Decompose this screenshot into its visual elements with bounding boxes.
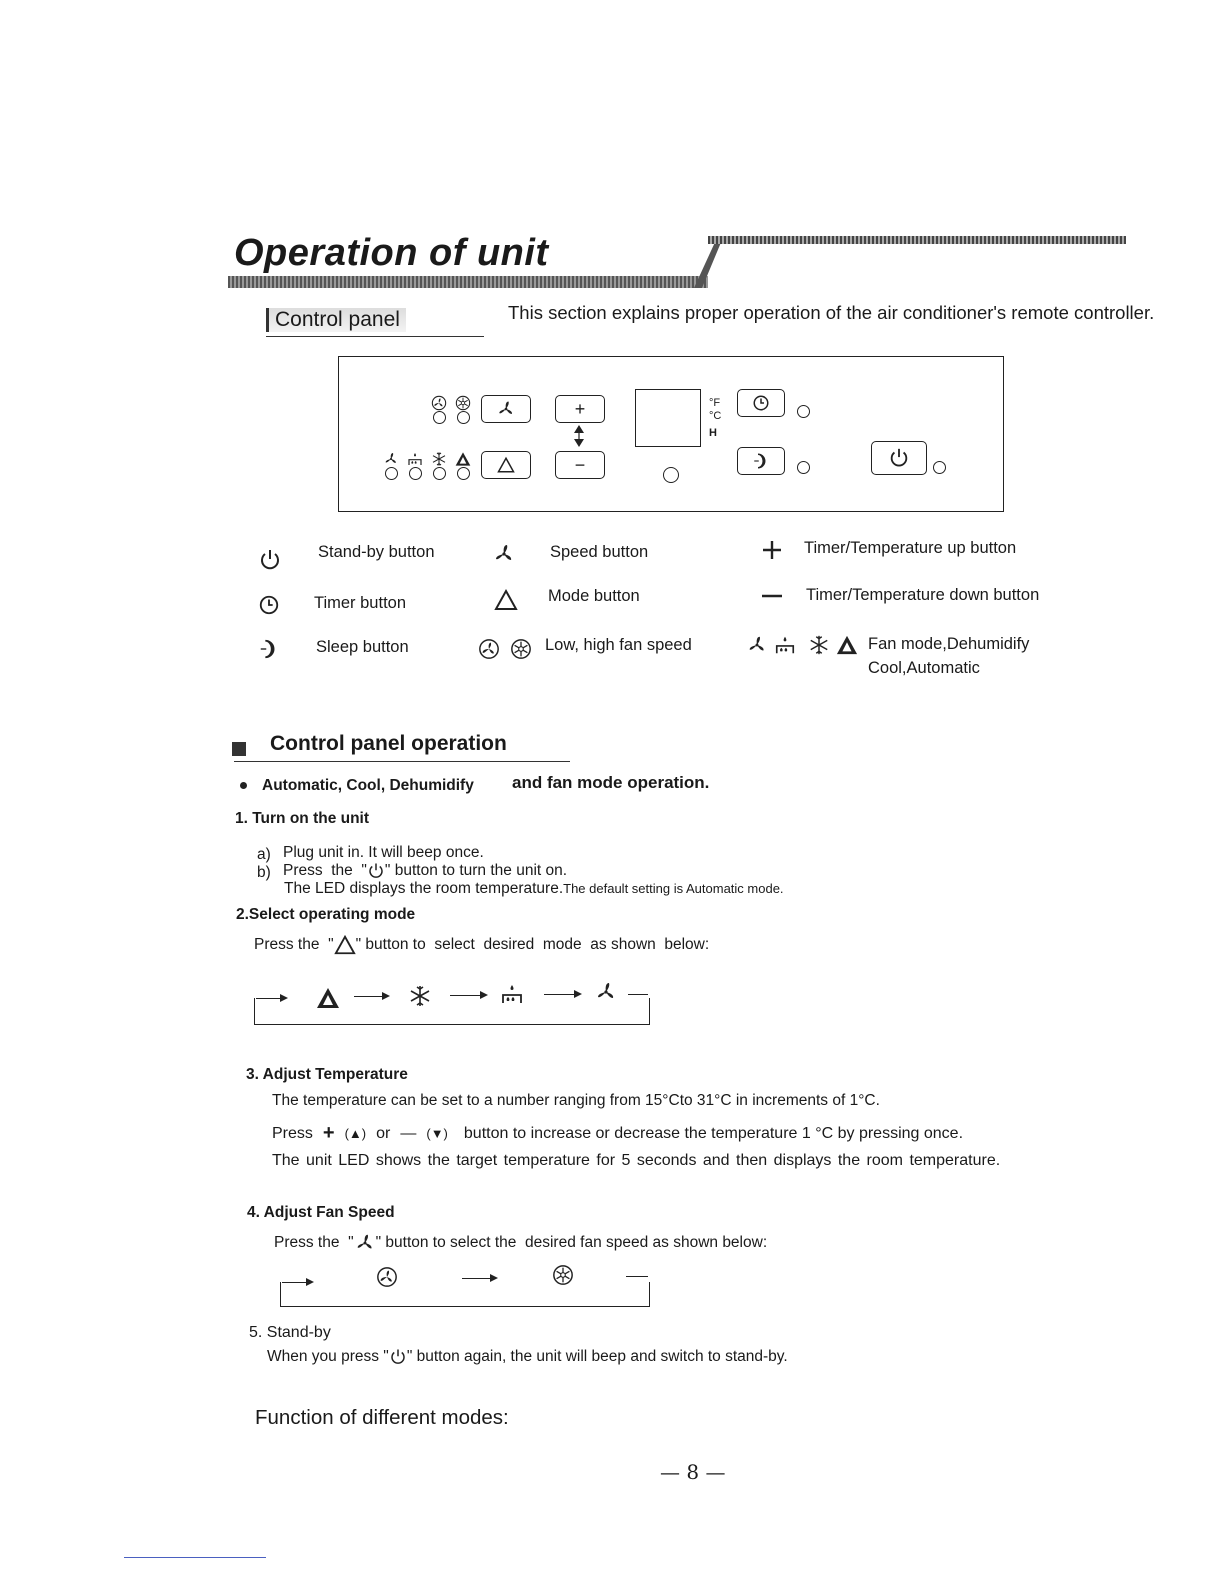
footer-line	[124, 1557, 266, 1558]
up-down-arrows-icon	[573, 423, 585, 449]
automatic-led	[457, 467, 470, 480]
arrow-icon	[450, 995, 486, 996]
step1-a-text: Plug unit in. It will beep once.	[283, 844, 484, 861]
plus-icon	[760, 538, 784, 562]
fan-mode-icon	[383, 451, 399, 467]
moon-icon	[258, 638, 280, 660]
moon-icon	[752, 452, 770, 470]
mode-subtitle-rest: and fan mode operation.	[512, 773, 710, 792]
fahrenheit-label: °F	[709, 397, 721, 409]
loop-corner	[626, 1276, 648, 1277]
mode-subtitle: Automatic, Cool, Dehumidify	[262, 777, 474, 794]
arrow-icon	[282, 1282, 312, 1283]
cool-icon	[808, 634, 830, 656]
step3-title: 3. Adjust Temperature	[246, 1066, 408, 1083]
clock-icon	[752, 394, 770, 412]
power-icon	[367, 862, 385, 880]
legend-modes-2: Cool,Automatic	[868, 659, 980, 677]
step4-text: Press the " " button to select the desired fan speed as shown below:	[274, 1232, 767, 1254]
low-fan-speed-icon	[376, 1266, 398, 1288]
legend-sleep: Sleep button	[316, 638, 409, 656]
page-number: — 8 —	[660, 1460, 726, 1484]
step1-b-text: Press the " " button to turn the unit on.	[283, 862, 568, 879]
triangle-icon	[494, 588, 518, 612]
cool-led	[433, 467, 446, 480]
arrow-icon	[544, 994, 580, 995]
fan-icon	[496, 399, 516, 419]
high-fan-speed-icon	[552, 1264, 574, 1286]
control-panel-intro: This section explains proper operation of the air conditioner's remote controller.	[508, 302, 1155, 323]
plus-icon: +	[574, 398, 586, 419]
arrow-icon	[256, 998, 286, 999]
legend-mode: Mode button	[548, 587, 640, 605]
step1-c-text: The LED displays the room temperature.The default setting is Automatic mode.	[284, 880, 784, 897]
temperature-down-button[interactable]	[555, 451, 605, 479]
step3-line3: The unit LED shows the target temperature for 5 seconds and then displays the room temperature.	[272, 1152, 1001, 1169]
step1-title: 1. Turn on the unit	[235, 810, 370, 827]
sleep-led	[797, 461, 810, 474]
minus-icon: −	[574, 454, 586, 475]
page-title: Operation of unit	[234, 232, 549, 274]
header-top-band	[708, 236, 1126, 244]
mode-button[interactable]	[481, 451, 531, 479]
legend-temp-up: Timer/Temperature up button	[804, 539, 1017, 557]
standby-led	[933, 461, 946, 474]
triangle-icon	[334, 934, 356, 956]
power-icon	[258, 548, 282, 572]
automatic-icon	[455, 451, 471, 467]
step2-text: Press the " " button to select desired mode as shown below:	[254, 934, 709, 956]
dehumidify-icon	[500, 982, 524, 1006]
up-arrow-icon: (▲)	[344, 1126, 367, 1141]
automatic-icon	[316, 986, 340, 1010]
fan-icon	[492, 542, 516, 566]
dehumidify-icon	[407, 451, 423, 467]
automatic-icon	[836, 634, 858, 656]
section-underline	[234, 761, 570, 762]
legend-speed: Speed button	[550, 543, 649, 561]
dehumidify-icon	[774, 634, 796, 656]
celsius-label: °C	[709, 410, 722, 422]
fan-mode-icon	[594, 980, 618, 1004]
high-fan-speed-icon	[455, 395, 471, 411]
section-bullet	[232, 742, 246, 756]
legend-modes-1: Fan mode,Dehumidify	[868, 635, 1030, 653]
mode-cycle-loop	[254, 998, 650, 1025]
step3-line2: Press + (▲) or — (▼) button to increase or decrease the temperature 1 °C by pressing once.	[272, 1122, 964, 1144]
standby-button[interactable]	[871, 441, 927, 475]
speed-button[interactable]	[481, 395, 531, 423]
clock-icon	[258, 594, 280, 616]
cool-icon	[408, 984, 432, 1008]
legend-timer: Timer button	[314, 594, 407, 612]
dehumidify-led	[409, 467, 422, 480]
legend-standby: Stand-by button	[318, 543, 435, 561]
receiver-window	[663, 467, 679, 483]
fan-mode-icon	[746, 634, 768, 656]
title-underline-band	[228, 276, 708, 288]
control-panel-underline	[266, 336, 484, 337]
fan-icon	[354, 1232, 376, 1254]
step2-title: 2.Select operating mode	[236, 906, 416, 923]
arrow-icon	[354, 996, 388, 997]
fan-speed-cycle-loop	[280, 1282, 650, 1307]
control-panel-diagram	[338, 356, 1004, 512]
low-fan-speed-icon	[478, 638, 500, 660]
unit-indicators	[709, 397, 721, 440]
legend-fan-speeds: Low, high fan speed	[545, 636, 692, 654]
header-slant-divider	[694, 240, 722, 288]
section-title: Control panel operation	[270, 732, 507, 755]
bullet-dot	[240, 782, 247, 789]
sleep-button[interactable]	[737, 447, 785, 475]
step5-text: When you press " " button again, the unit will beep and switch to stand-by.	[267, 1348, 788, 1365]
power-icon	[888, 447, 910, 469]
high-fan-speed-led	[457, 411, 470, 424]
plus-icon: +	[322, 1122, 335, 1144]
timer-button[interactable]	[737, 389, 785, 417]
step4-title: 4. Adjust Fan Speed	[247, 1204, 395, 1221]
arrow-icon	[462, 1278, 496, 1279]
minus-icon	[760, 584, 784, 608]
triangle-icon	[497, 456, 515, 474]
low-fan-speed-icon	[431, 395, 447, 411]
legend-temp-down: Timer/Temperature down button	[806, 586, 1040, 604]
led-display	[635, 389, 701, 447]
temperature-up-button[interactable]	[555, 395, 605, 423]
power-icon	[389, 1348, 407, 1366]
high-fan-speed-icon	[510, 638, 532, 660]
step1-a-marker: a)	[257, 846, 271, 863]
minus-icon: —	[400, 1124, 417, 1142]
hour-label: H	[709, 427, 717, 439]
step3-line1: The temperature can be set to a number ranging from 15°Cto 31°C in increments of 1°C.	[272, 1092, 880, 1109]
timer-led	[797, 405, 810, 418]
step1-b-marker: b)	[257, 864, 271, 881]
control-panel-label: Control panel	[266, 308, 406, 332]
step5-title: 5. Stand-by	[249, 1324, 331, 1341]
loop-corner	[628, 994, 648, 995]
modes-heading: Function of different modes:	[255, 1406, 509, 1429]
cool-icon	[431, 451, 447, 467]
low-fan-speed-led	[433, 411, 446, 424]
fan-mode-led	[385, 467, 398, 480]
down-arrow-icon: (▼)	[426, 1126, 448, 1141]
